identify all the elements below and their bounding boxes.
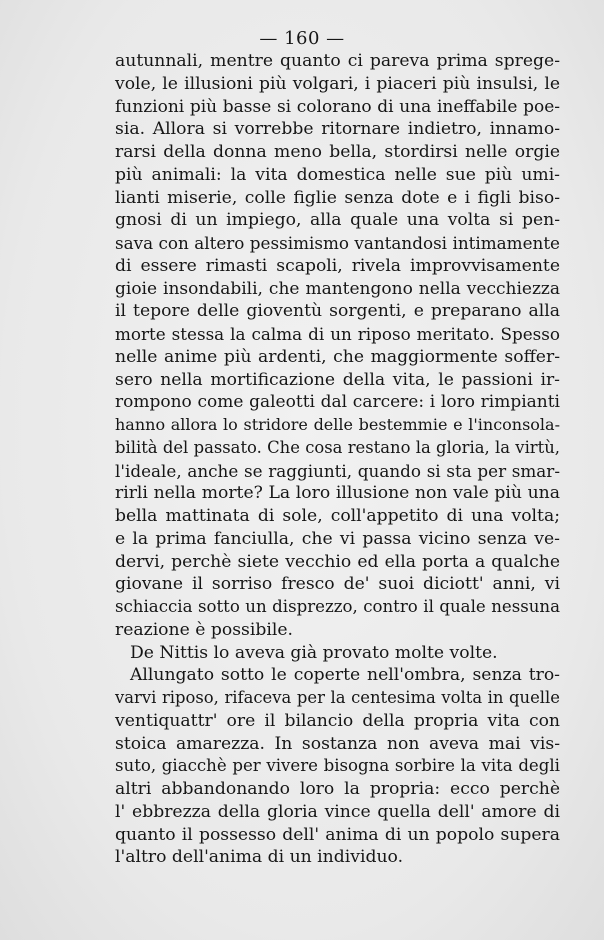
text-line: altri abbandonando loro la propria: ecco perchè — [115, 779, 560, 799]
text-line: di essere rimasti scapoli, rivela improvvisamente — [115, 255, 560, 276]
text-line: funzioni più basse si colorano di una ineffabile poe- — [115, 96, 560, 117]
text-line: sava con altero pessimismo vantandosi intimamente — [115, 233, 560, 253]
text-line: hanno allora lo stridore delle bestemmie e l'inconsola- — [115, 415, 560, 434]
page-number: — 160 — — [259, 28, 345, 49]
text-line: l' ebbrezza della gloria vince quella dell' amore di — [115, 801, 560, 822]
text-line: Allungato sotto le coperte nell'ombra, senza tro- — [130, 665, 560, 686]
text-line: De Nittis lo aveva già provato molte volte. — [130, 642, 498, 663]
text-line: gnosi di un impiego, alla quale una volta si pen- — [115, 210, 560, 231]
text-line: dervi, perchè siete vecchio ed ella porta a qualche — [115, 551, 560, 572]
text-line: autunnali, mentre quanto ci pareva prima sprege- — [115, 51, 560, 71]
text-line: nelle anime più ardenti, che maggiormente soffer- — [115, 346, 560, 367]
text-line: giovane il sorriso fresco de' suoi diciott' anni, vi — [115, 574, 560, 595]
text-line: l'altro dell'anima di un individuo. — [115, 847, 404, 868]
text-line: l'ideale, anche se raggiunti, quando si sta per smar- — [115, 460, 560, 481]
paragraph-1 — [115, 50, 560, 642]
text-line: quanto il possesso dell' anima di un popolo supera — [115, 824, 560, 845]
text-line: suto, giacchè per vivere bisogna sorbire la vita degli — [115, 756, 560, 776]
text-line: vole, le illusioni più volgari, i piaceri più insulsi, le — [115, 73, 560, 94]
text-line: più animali: la vita domestica nelle sue più umi- — [115, 164, 560, 185]
text-line: bella mattinata di sole, coll'appetito di una volta; — [115, 506, 560, 526]
paragraph-2 — [115, 642, 560, 665]
paragraph-3 — [115, 664, 560, 869]
text-line: lianti miserie, colle figlie senza dote e i figli biso- — [115, 187, 560, 208]
text-line: il tepore delle gioventù sorgenti, e preparano alla — [115, 301, 560, 322]
body-text — [115, 50, 560, 869]
text-line: varvi riposo, rifaceva per la centesima volta in quelle — [115, 688, 560, 707]
text-line: reazione è possibile. — [115, 619, 293, 640]
text-line: schiaccia sotto un disprezzo, contro il quale nessuna — [115, 597, 560, 616]
text-line: gioie insondabili, che mantengono nella vecchiezza — [115, 278, 560, 299]
text-line: stoica amarezza. In sostanza non aveva mai vis- — [115, 733, 560, 754]
text-line: ventiquattr' ore il bilancio della propria vita con — [115, 710, 560, 731]
text-line: rarsi della donna meno bella, stordirsi nelle orgie — [115, 142, 560, 162]
text-line: sia. Allora si vorrebbe ritornare indietro, innamo- — [115, 119, 560, 140]
text-line: morte stessa la calma di un riposo meritato. Spesso — [115, 324, 560, 344]
text-line: bilità del passato. Che cosa restano la gloria, la virtù, — [115, 437, 560, 457]
text-line: e la prima fanciulla, che vi passa vicino senza ve- — [115, 528, 560, 549]
text-line: rirli nella morte? La loro illusione non vale più una — [115, 483, 560, 504]
text-line: rompono come galeotti dal carcere: i loro rimpianti — [115, 392, 560, 413]
text-line: sero nella mortificazione della vita, le passioni ir- — [115, 369, 560, 390]
